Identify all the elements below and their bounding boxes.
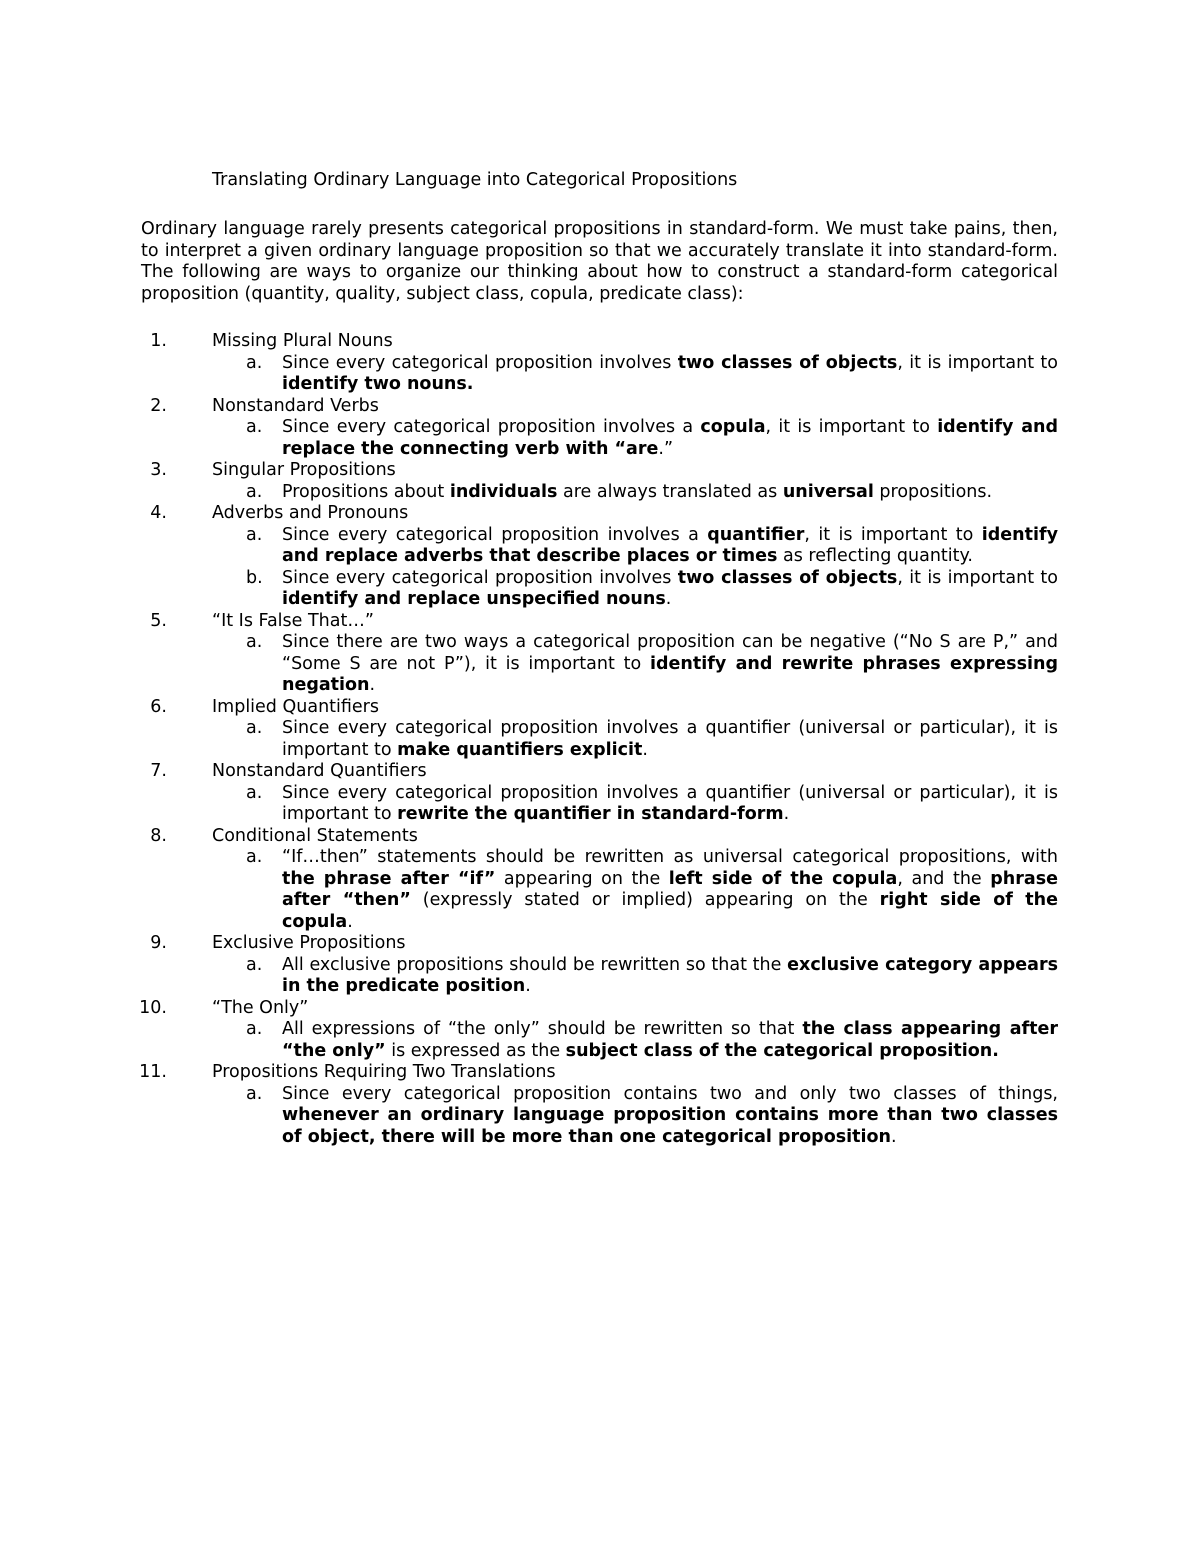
sub-item-letter: a. <box>246 417 263 437</box>
emphasized-text: copula <box>700 417 766 437</box>
emphasized-text: subject class of the categorical proposition. <box>565 1040 999 1061</box>
emphasized-text: identify and replace unspecified nouns <box>282 589 666 609</box>
sub-item <box>246 417 1059 460</box>
sub-item-letter: a. <box>246 847 263 867</box>
body-text: Since every categorical proposition involves a <box>282 524 708 545</box>
body-text: Since every categorical proposition involves a quantifier (universal or particular), it is important to <box>282 782 1058 824</box>
item-title: Propositions Requiring Two Translations <box>212 1062 556 1082</box>
item-number: 6. <box>150 696 167 717</box>
item-number: 11. <box>139 1062 167 1082</box>
list-item <box>141 933 1058 998</box>
list-item <box>141 611 1058 697</box>
emphasized-text: whenever an ordinary language proposition contains more than two classes of object, there will be more than one categorical proposition <box>282 1105 1058 1147</box>
emphasized-text: identify two nouns. <box>282 374 474 394</box>
emphasized-text: universal <box>782 481 874 502</box>
emphasized-text: the phrase after “if” <box>282 868 496 889</box>
item-title: “It Is False That…” <box>212 610 374 631</box>
list-item <box>141 460 1058 503</box>
sub-item <box>246 847 1058 933</box>
sub-item <box>246 524 1059 568</box>
list-item <box>141 998 1058 1063</box>
body-text: . <box>665 589 672 609</box>
sub-item <box>246 954 1058 998</box>
list-item <box>141 1062 1058 1148</box>
emphasized-text: identify and rewrite phrases expressing negation <box>282 653 1058 695</box>
sub-item-letter: a. <box>246 718 263 738</box>
body-text: (expressly stated or implied) appearing on the <box>410 890 880 910</box>
body-text: Since every categorical proposition involves <box>282 567 678 588</box>
body-text: Since there are two ways a categorical proposition can be negative (“No S are P,” and “Some S are not P”), it is important to <box>282 632 1058 674</box>
item-title: Conditional Statements <box>212 825 418 846</box>
item-title: Exclusive Propositions <box>212 933 406 953</box>
emphasized-text: left side of the copula <box>668 868 898 889</box>
sub-item <box>246 632 1058 697</box>
item-number: 5. <box>150 610 167 631</box>
body-text: , it is important to <box>897 352 1058 373</box>
emphasized-text: two classes of objects <box>677 352 898 373</box>
sub-item <box>246 1083 1058 1149</box>
item-number: 4. <box>150 503 167 523</box>
sub-item <box>246 718 1058 761</box>
body-text: Propositions about <box>282 481 450 502</box>
body-text: Since every categorical proposition involves a <box>282 417 701 437</box>
item-title: Nonstandard Quantifiers <box>212 761 427 781</box>
item-number: 2. <box>150 395 167 416</box>
list-item <box>141 697 1058 762</box>
numbered-list <box>141 331 1058 1148</box>
body-text: , it is important to <box>765 417 938 437</box>
body-text: Since every categorical proposition involves <box>282 352 678 373</box>
item-number: 9. <box>150 933 167 953</box>
emphasized-text: rewrite the quantifier in standard-form <box>397 804 784 824</box>
body-text: . <box>347 911 353 932</box>
item-title: Adverbs and Pronouns <box>212 503 409 523</box>
sub-item-letter: a. <box>246 524 263 545</box>
item-title: “The Only” <box>212 997 309 1018</box>
item-number: 3. <box>150 460 167 480</box>
emphasized-text: two classes of objects <box>677 567 898 588</box>
sub-item-letter: a. <box>246 1019 263 1039</box>
emphasized-text: phrase after “then” <box>282 868 1058 910</box>
emphasized-text: individuals <box>449 481 558 502</box>
item-title: Implied Quantifiers <box>212 696 379 717</box>
body-text: , it is important to <box>804 524 982 545</box>
sub-item <box>246 567 1058 611</box>
list-item <box>141 396 1058 461</box>
list-item <box>141 761 1058 826</box>
body-text: propositions. <box>873 481 993 502</box>
body-text: .” <box>658 438 674 459</box>
emphasized-text: make quantifiers explicit <box>397 739 643 760</box>
body-text: as reflecting quantity. <box>777 546 973 566</box>
item-number: 1. <box>150 331 167 351</box>
sub-item-letter: b. <box>246 567 263 588</box>
body-text: . <box>525 976 531 996</box>
emphasized-text: identify and replace the connecting verb with “are <box>282 417 1059 459</box>
body-text: . <box>642 739 648 760</box>
list-item <box>141 331 1058 396</box>
body-text: appearing on the <box>495 868 669 889</box>
list-item <box>141 826 1058 934</box>
sub-item-letter: a. <box>246 1083 263 1104</box>
emphasized-text: right side of the copula <box>282 890 1058 932</box>
sub-item-letter: a. <box>246 632 263 652</box>
item-number: 8. <box>150 825 167 846</box>
body-text: “If…then” statements should be rewritten as universal categorical propositions, with <box>282 847 1058 867</box>
emphasized-text: identify and replace adverbs that describe places or times <box>282 524 1059 566</box>
sub-item-letter: a. <box>246 481 263 502</box>
body-text: . <box>891 1126 897 1147</box>
sub-item <box>246 481 1058 504</box>
item-number: 7. <box>150 761 167 781</box>
body-text: , and the <box>897 868 991 889</box>
sub-item-letter: a. <box>246 782 263 803</box>
body-text: Since every categorical proposition contains two and only two classes of things, <box>282 1083 1058 1104</box>
item-number: 10. <box>139 997 167 1018</box>
body-text: All exclusive propositions should be rewritten so that the <box>282 954 788 975</box>
sub-item <box>246 782 1058 826</box>
body-text: . <box>369 675 376 695</box>
emphasized-text: the class appearing after “the only” <box>282 1019 1058 1061</box>
body-text: All expressions of “the only” should be rewritten so that <box>282 1019 803 1039</box>
body-text: , it is important to <box>897 567 1058 588</box>
list-item <box>141 503 1058 611</box>
emphasized-text: exclusive category appears in the predicate position <box>282 954 1058 996</box>
intro-paragraph: Ordinary language rarely presents categorical propositions in standard-form. We must take pains, then, to interpret a given ordinary language proposition so that we accurately translate it into standard-form. The following are ways to organize our thinking about how to construct a standard-form categorical proposition (quantity, quality, subject class, copula, predicate class): <box>141 219 1058 304</box>
item-title: Missing Plural Nouns <box>212 331 393 351</box>
sub-item-letter: a. <box>246 352 263 373</box>
sub-item <box>246 352 1058 396</box>
body-text: . <box>783 804 790 824</box>
sub-item-letter: a. <box>246 954 263 975</box>
item-title: Nonstandard Verbs <box>212 395 379 416</box>
body-text: are always translated as <box>557 481 783 502</box>
sub-item <box>246 1019 1058 1062</box>
body-text: Since every categorical proposition involves a quantifier (universal or particular), it is important to <box>282 718 1058 760</box>
item-title: Singular Propositions <box>212 460 396 480</box>
body-text: is expressed as the <box>385 1040 566 1061</box>
emphasized-text: quantifier <box>707 524 805 545</box>
document-title: Translating Ordinary Language into Categorical Propositions <box>212 170 738 190</box>
